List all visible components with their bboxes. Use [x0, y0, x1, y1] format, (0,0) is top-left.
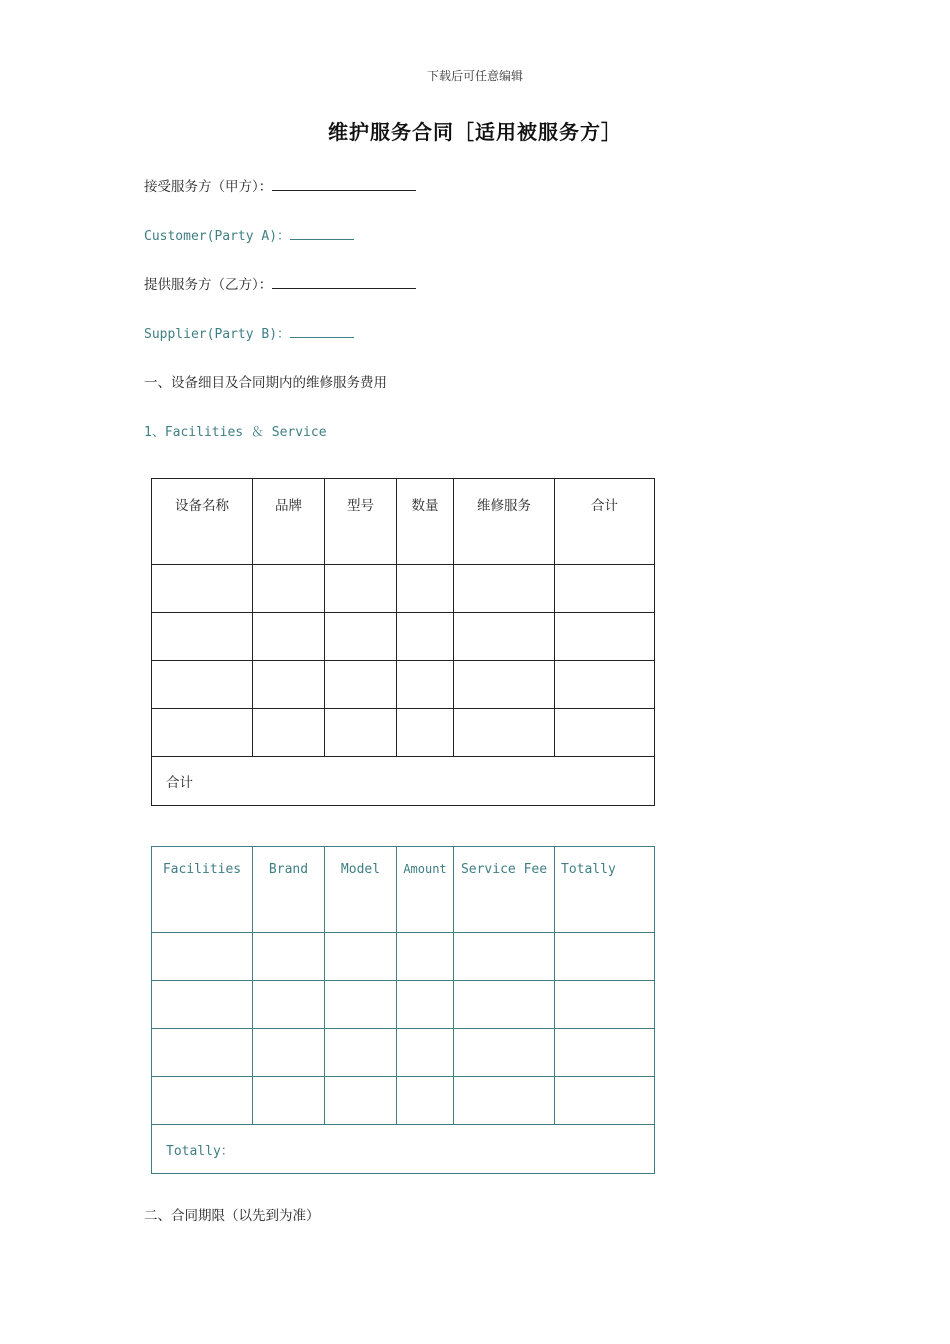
table-cell[interactable] [555, 1029, 655, 1077]
table-cell[interactable] [325, 981, 397, 1029]
table-row [152, 565, 655, 613]
table-row [152, 1077, 655, 1125]
party-a-line-cn [144, 175, 416, 195]
table-cell[interactable] [152, 565, 253, 613]
table-total-row-en [152, 1125, 655, 1174]
table-cell[interactable] [454, 933, 555, 981]
col-header-service-fee: Service Fee [454, 847, 555, 933]
table-row [152, 613, 655, 661]
col-header-quantity: 数量 [397, 479, 454, 565]
table-cell[interactable] [454, 1077, 555, 1125]
table-cell[interactable] [253, 933, 325, 981]
table-cell[interactable] [253, 1077, 325, 1125]
party-b-blank-cn[interactable] [272, 276, 416, 289]
document-title: 维护服务合同［适用被服务方］ [328, 120, 622, 144]
table-cell[interactable] [253, 709, 325, 757]
table-row [152, 1029, 655, 1077]
table-cell[interactable] [253, 613, 325, 661]
table-cell[interactable] [397, 933, 454, 981]
table-row [152, 981, 655, 1029]
section-1-heading-en: 1、Facilities ＆ Service [144, 425, 327, 440]
table-cell[interactable] [454, 565, 555, 613]
table-cell[interactable] [555, 661, 655, 709]
section-2-heading-cn: 二、合同期限（以先到为准） [144, 1208, 320, 1224]
col-header-model-en: Model [325, 847, 397, 933]
table-total-label: 合计 [152, 757, 655, 806]
table-cell[interactable] [152, 661, 253, 709]
table-row [152, 661, 655, 709]
table-total-label-en: Totally： [152, 1125, 655, 1174]
table-cell[interactable] [152, 613, 253, 661]
table-cell[interactable] [397, 1029, 454, 1077]
table-cell[interactable] [152, 933, 253, 981]
table-cell[interactable] [152, 1077, 253, 1125]
section-1-heading-cn: 一、设备细目及合同期内的维修服务费用 [144, 375, 387, 391]
col-header-model: 型号 [325, 479, 397, 565]
table-cell[interactable] [454, 981, 555, 1029]
table-cell[interactable] [555, 565, 655, 613]
table-cell[interactable] [397, 709, 454, 757]
table-cell[interactable] [152, 981, 253, 1029]
table-cell[interactable] [253, 981, 325, 1029]
table-cell[interactable] [325, 933, 397, 981]
party-a-blank-en[interactable] [290, 227, 354, 240]
table-cell[interactable] [454, 613, 555, 661]
col-header-name: 设备名称 [152, 479, 253, 565]
table-cell[interactable] [325, 1029, 397, 1077]
equipment-table-en [151, 846, 655, 1174]
party-a-label-en: Customer(Party A)： [144, 229, 291, 244]
table-cell[interactable] [152, 709, 253, 757]
table-cell[interactable] [253, 661, 325, 709]
party-b-blank-en[interactable] [290, 325, 354, 338]
party-b-label-cn: 提供服务方（乙方）： [144, 277, 273, 293]
table-cell[interactable] [325, 661, 397, 709]
table-cell[interactable] [325, 709, 397, 757]
col-header-totally: Totally [555, 847, 655, 933]
table-cell[interactable] [397, 613, 454, 661]
col-header-amount: Amount [397, 847, 454, 933]
table-cell[interactable] [555, 981, 655, 1029]
table-cell[interactable] [325, 613, 397, 661]
party-a-line-en [144, 225, 354, 244]
table-total-row [152, 757, 655, 806]
table-cell[interactable] [152, 1029, 253, 1077]
table-cell[interactable] [555, 613, 655, 661]
table-cell[interactable] [555, 933, 655, 981]
table-cell[interactable] [454, 661, 555, 709]
table-row [152, 933, 655, 981]
table-cell[interactable] [325, 565, 397, 613]
table-cell[interactable] [555, 709, 655, 757]
col-header-brand: 品牌 [253, 479, 325, 565]
col-header-service: 维修服务 [454, 479, 555, 565]
table-cell[interactable] [325, 1077, 397, 1125]
table-row [152, 709, 655, 757]
table-cell[interactable] [397, 661, 454, 709]
col-header-total: 合计 [555, 479, 655, 565]
equipment-table-cn [151, 478, 655, 806]
party-b-line-en [144, 323, 354, 342]
table-cell[interactable] [253, 565, 325, 613]
party-a-blank-cn[interactable] [272, 178, 416, 191]
col-header-brand-en: Brand [253, 847, 325, 933]
header-note: 下载后可任意编辑 [426, 69, 523, 83]
party-b-line-cn [144, 273, 416, 293]
table-cell[interactable] [454, 709, 555, 757]
table-cell[interactable] [454, 1029, 555, 1077]
table-cell[interactable] [253, 1029, 325, 1077]
table-cell[interactable] [397, 981, 454, 1029]
table-cell[interactable] [397, 565, 454, 613]
table-cell[interactable] [555, 1077, 655, 1125]
table-cell[interactable] [397, 1077, 454, 1125]
party-b-label-en: Supplier(Party B)： [144, 327, 291, 342]
party-a-label-cn: 接受服务方（甲方）： [144, 179, 273, 195]
col-header-facilities: Facilities [152, 847, 253, 933]
